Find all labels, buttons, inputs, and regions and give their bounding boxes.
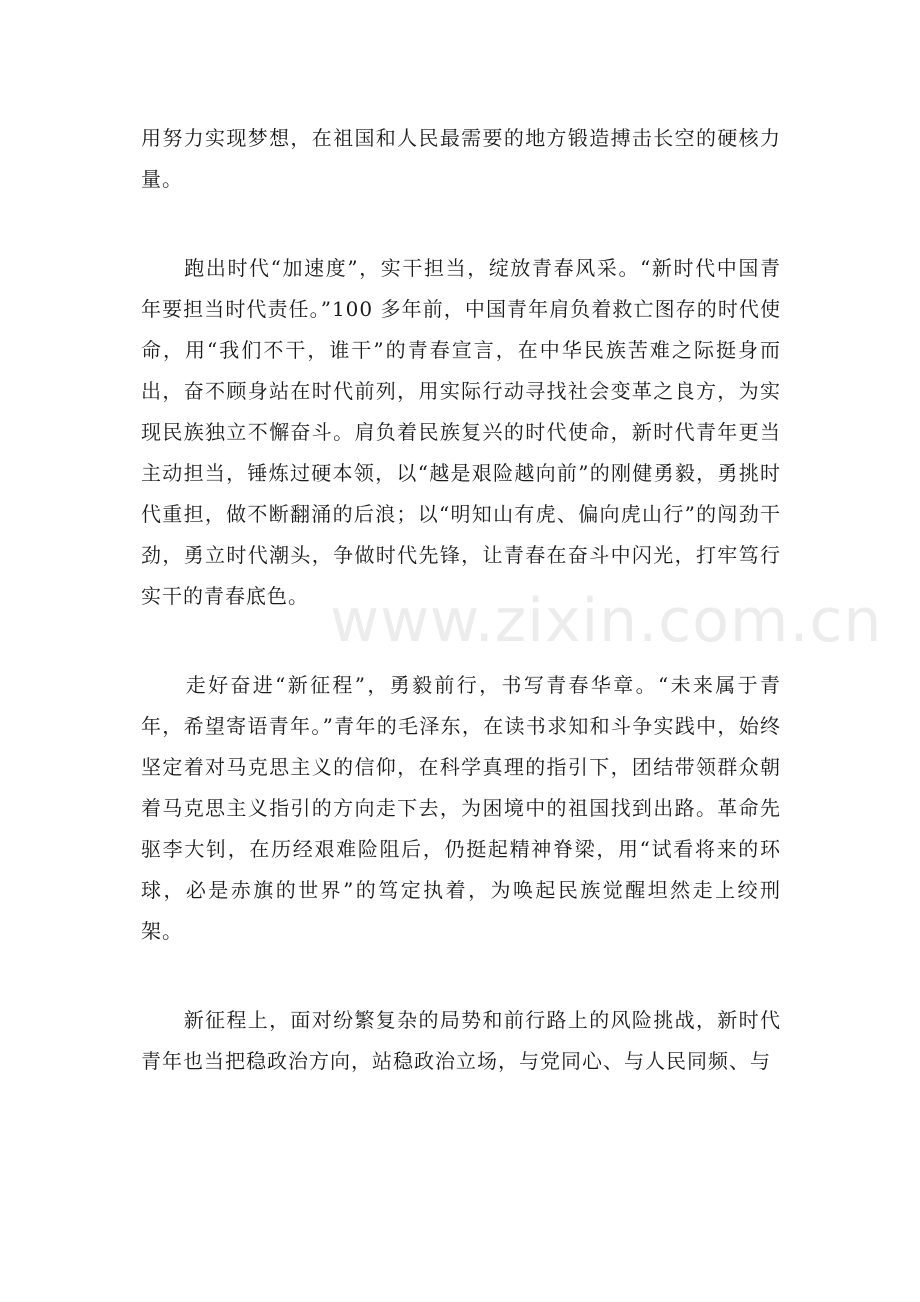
- paragraph-4: 新征程上，面对纷繁复杂的局势和前行路上的风险挑战，新时代青年也当把稳政治方向，站稳政治立场，与党同心、与人民同频、与: [141, 1008, 781, 1073]
- watermark: www.zixin.com.cn: [330, 586, 883, 656]
- paragraph-3: 走好奋进“新征程”，勇毅前行，书写青春华章。“未来属于青年，希望寄语青年。”青年的毛泽东，在读书求知和斗争实践中，始终坚定着对马克思主义的信仰，在科学真理的指引下，团结带领群众朝着马克思主义指引的方向走下去，为困境中的祖国找到出路。革命先驱李大钊，在历经艰难险阻后，仍挺起精神脊梁，用“试看将来的环球，必是赤旗的世界”的笃定执着，为唤起民族觉醒坦然走上绞刑架。: [141, 673, 781, 943]
- document-body: [141, 118, 781, 1082]
- paragraph-1: 用努力实现梦想，在祖国和人民最需要的地方锻造搏击长空的硬核力量。: [141, 126, 781, 191]
- paragraph-2: 跑出时代“加速度”，实干担当，绽放青春风采。“新时代中国青年要担当时代责任。”100 多年前，中国青年肩负着救亡图存的时代使命，用“我们不干，谁干”的青春宣言，在中华民族苦难之际挺身而出，奋不顾身站在时代前列，用实际行动寻找社会变革之良方，为实现民族独立不懈奋斗。肩负着民族复兴的时代使命，新时代青年更当主动担当，锤炼过硬本领，以“越是艰险越向前”的刚健勇毅，勇挑时代重担，做不断翻涌的后浪；以“明知山有虎、偏向虎山行”的闯劲干劲，勇立时代潮头，争做时代先锋，让青春在奋斗中闪光，打牢笃行实干的青春底色。: [141, 256, 781, 608]
